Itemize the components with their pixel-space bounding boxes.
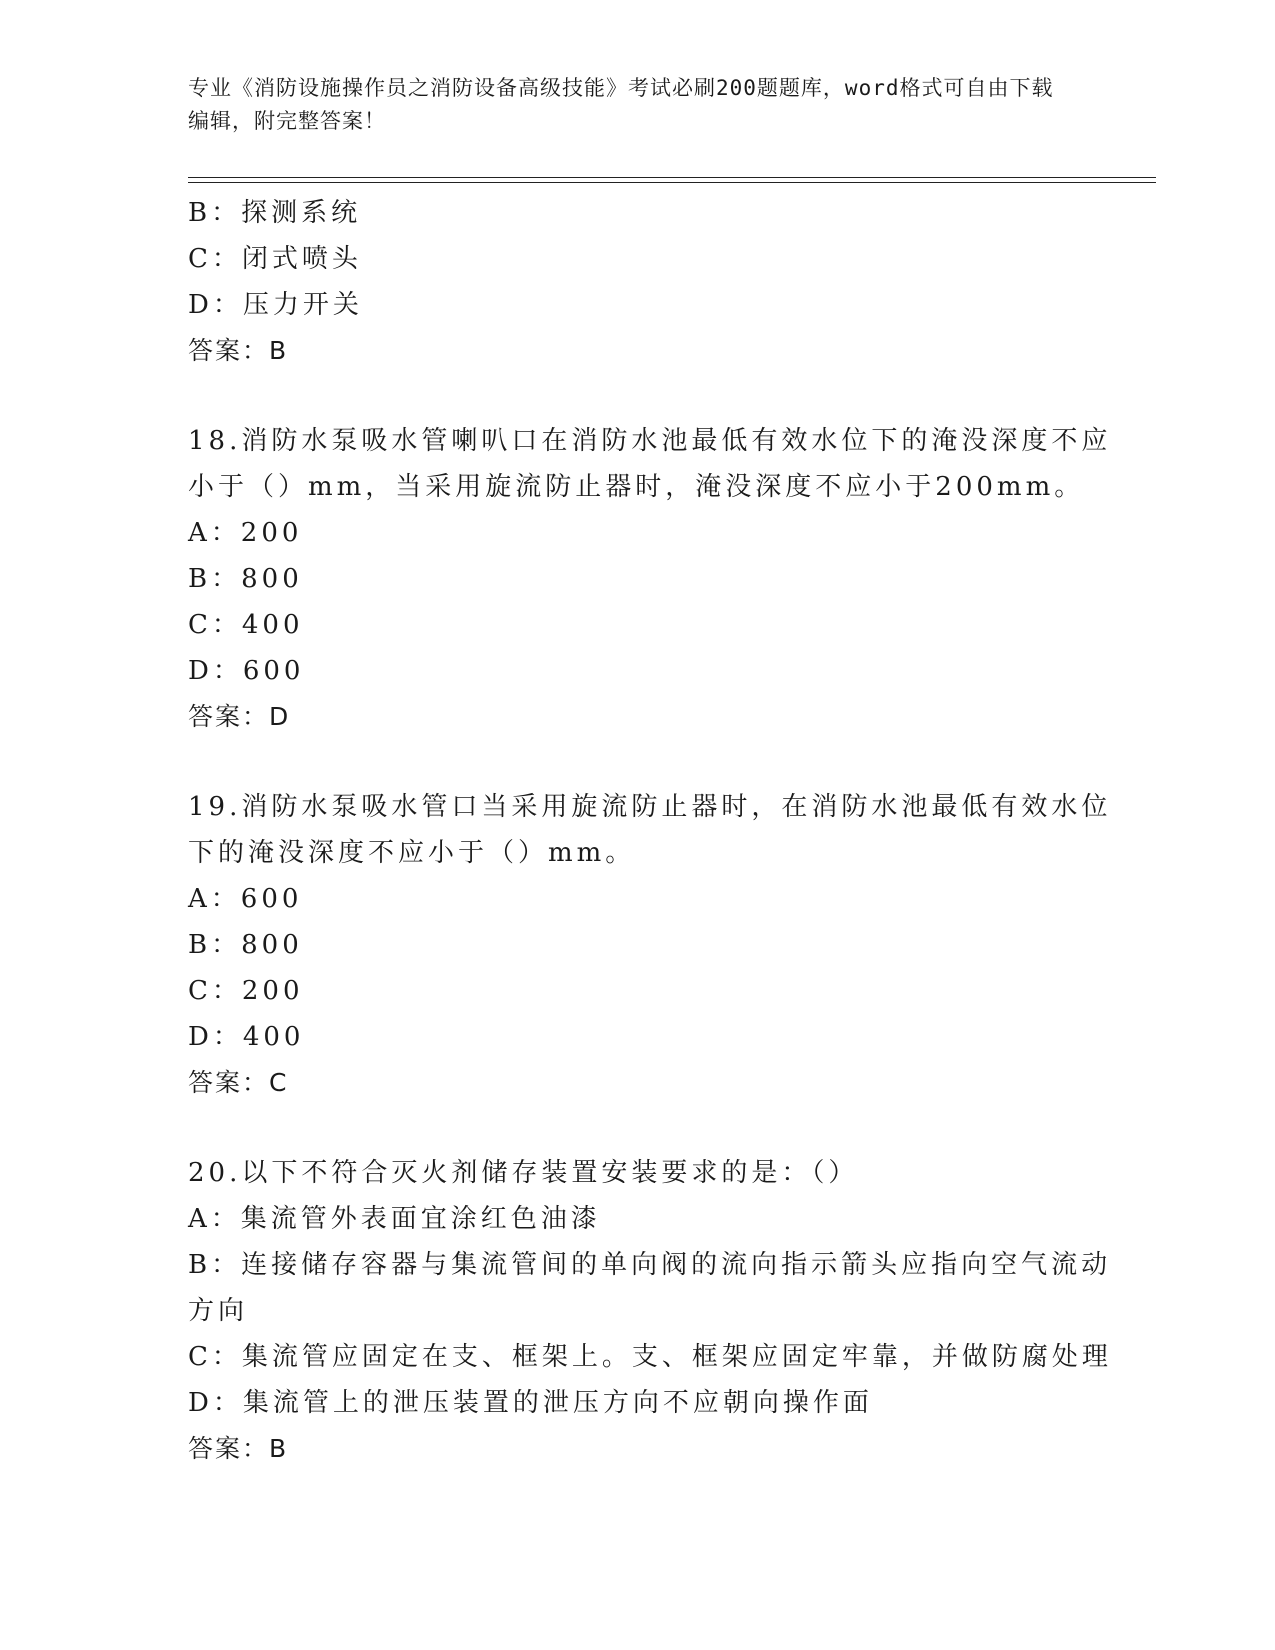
- option-d: D：集流管上的泄压装置的泄压方向不应朝向操作面: [188, 1388, 873, 1418]
- question-stem-continued: 下的淹没深度不应小于（）mm。: [188, 838, 636, 868]
- option-b: B：800: [188, 930, 303, 960]
- question-stem: 20.以下不符合灭火剂储存装置安装要求的是：（）: [188, 1158, 859, 1188]
- option-b-continued: 方向: [188, 1296, 249, 1326]
- document-header: 专业《消防设施操作员之消防设备高级技能》考试必刷200题题库，word格式可自由下载编辑，附完整答案！: [188, 76, 1054, 133]
- option-c: C：闭式喷头: [188, 244, 362, 274]
- option-a: A：600: [188, 884, 303, 914]
- question-17-tail: [188, 190, 1088, 374]
- question-stem-continued: 小于（）mm，当采用旋流防止器时，淹没深度不应小于200mm。: [188, 472, 1085, 502]
- option-b: B：探测系统: [188, 198, 362, 228]
- question-20: [188, 1150, 1112, 1472]
- question-stem: 19.消防水泵吸水管口当采用旋流防止器时，在消防水池最低有效水位: [188, 792, 1112, 822]
- question-19: [188, 784, 1112, 1106]
- header-divider-top: [188, 177, 1156, 178]
- spacer: [188, 1106, 1088, 1150]
- spacer: [188, 740, 1088, 784]
- option-b: B：800: [188, 564, 303, 594]
- spacer: [188, 374, 1088, 418]
- option-c: C：400: [188, 610, 304, 640]
- answer-line: 答案：C: [188, 1068, 289, 1097]
- header-divider-bottom: [188, 182, 1156, 183]
- option-a: A：集流管外表面宜涂红色油漆: [188, 1204, 601, 1234]
- option-d: D：600: [188, 656, 305, 686]
- option-c: C：200: [188, 976, 304, 1006]
- question-stem: 18.消防水泵吸水管喇叭口在消防水池最低有效水位下的淹没深度不应: [188, 426, 1112, 456]
- answer-line: 答案：B: [188, 336, 289, 365]
- answer-line: 答案：B: [188, 1434, 289, 1463]
- option-d: D：400: [188, 1022, 305, 1052]
- option-a: A：200: [188, 518, 303, 548]
- question-18: [188, 418, 1112, 740]
- question-list: [188, 190, 1112, 1472]
- option-b: B：连接储存容器与集流管间的单向阀的流向指示箭头应指向空气流动: [188, 1250, 1112, 1280]
- option-c: C：集流管应固定在支、框架上。支、框架应固定牢靠，并做防腐处理: [188, 1342, 1112, 1372]
- option-d: D：压力开关: [188, 290, 363, 320]
- answer-line: 答案：D: [188, 702, 291, 731]
